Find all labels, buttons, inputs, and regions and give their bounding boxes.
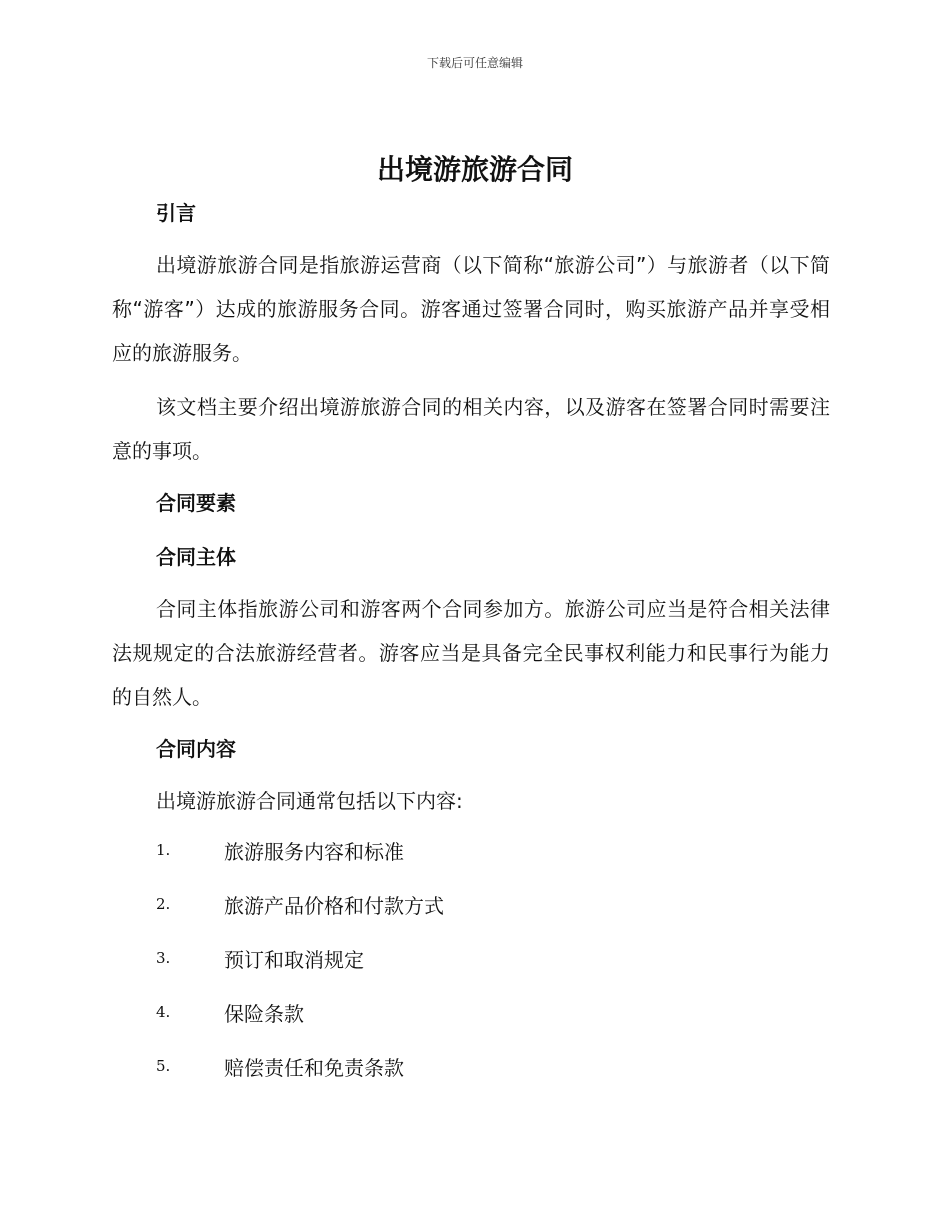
intro-heading: 引言 [156, 201, 196, 225]
document-title: 出境游旅游合同 [376, 153, 573, 186]
header-note: 下载后可任意编辑 [426, 56, 523, 70]
list-item-text: 旅游产品价格和付款方式 [224, 893, 444, 918]
contract-elements-heading: 合同要素 [156, 491, 236, 515]
contract-content-heading: 合同内容 [156, 737, 236, 761]
list-item [112, 877, 830, 931]
list-item [112, 1039, 830, 1093]
list-item [112, 931, 830, 985]
list-item-text: 旅游服务内容和标准 [224, 839, 404, 864]
list-item-number: 4. [156, 1003, 171, 1021]
list-item-number: 2. [156, 895, 171, 913]
contract-subject-paragraph: 合同主体指旅游公司和游客两个合同参加方。旅游公司应当是符合相关法律法规规定的合法旅游经营者。游客应当是具备完全民事权利能力和民事行为能力的自然人。 [112, 597, 830, 709]
list-item-number: 5. [156, 1057, 171, 1075]
contract-content-list [112, 823, 830, 1093]
intro-paragraph-1: 出境游旅游合同是指旅游运营商（以下简称“旅游公司”）与旅游者（以下简称“游客”）达成的旅游服务合同。游客通过签署合同时，购买旅游产品并享受相应的旅游服务。 [112, 253, 830, 365]
list-item [112, 823, 830, 877]
list-item-text: 赔偿责任和免责条款 [224, 1055, 404, 1080]
contract-content-intro: 出境游旅游合同通常包括以下内容: [156, 789, 463, 813]
list-item-number: 1. [156, 841, 171, 859]
document-body [112, 193, 830, 1093]
list-item-text: 保险条款 [224, 1001, 304, 1026]
list-item-number: 3. [156, 949, 171, 967]
list-item-text: 预订和取消规定 [224, 947, 364, 972]
contract-subject-heading: 合同主体 [156, 545, 236, 569]
list-item [112, 985, 830, 1039]
intro-paragraph-2: 该文档主要介绍出境游旅游合同的相关内容，以及游客在签署合同时需要注意的事项。 [112, 395, 830, 463]
